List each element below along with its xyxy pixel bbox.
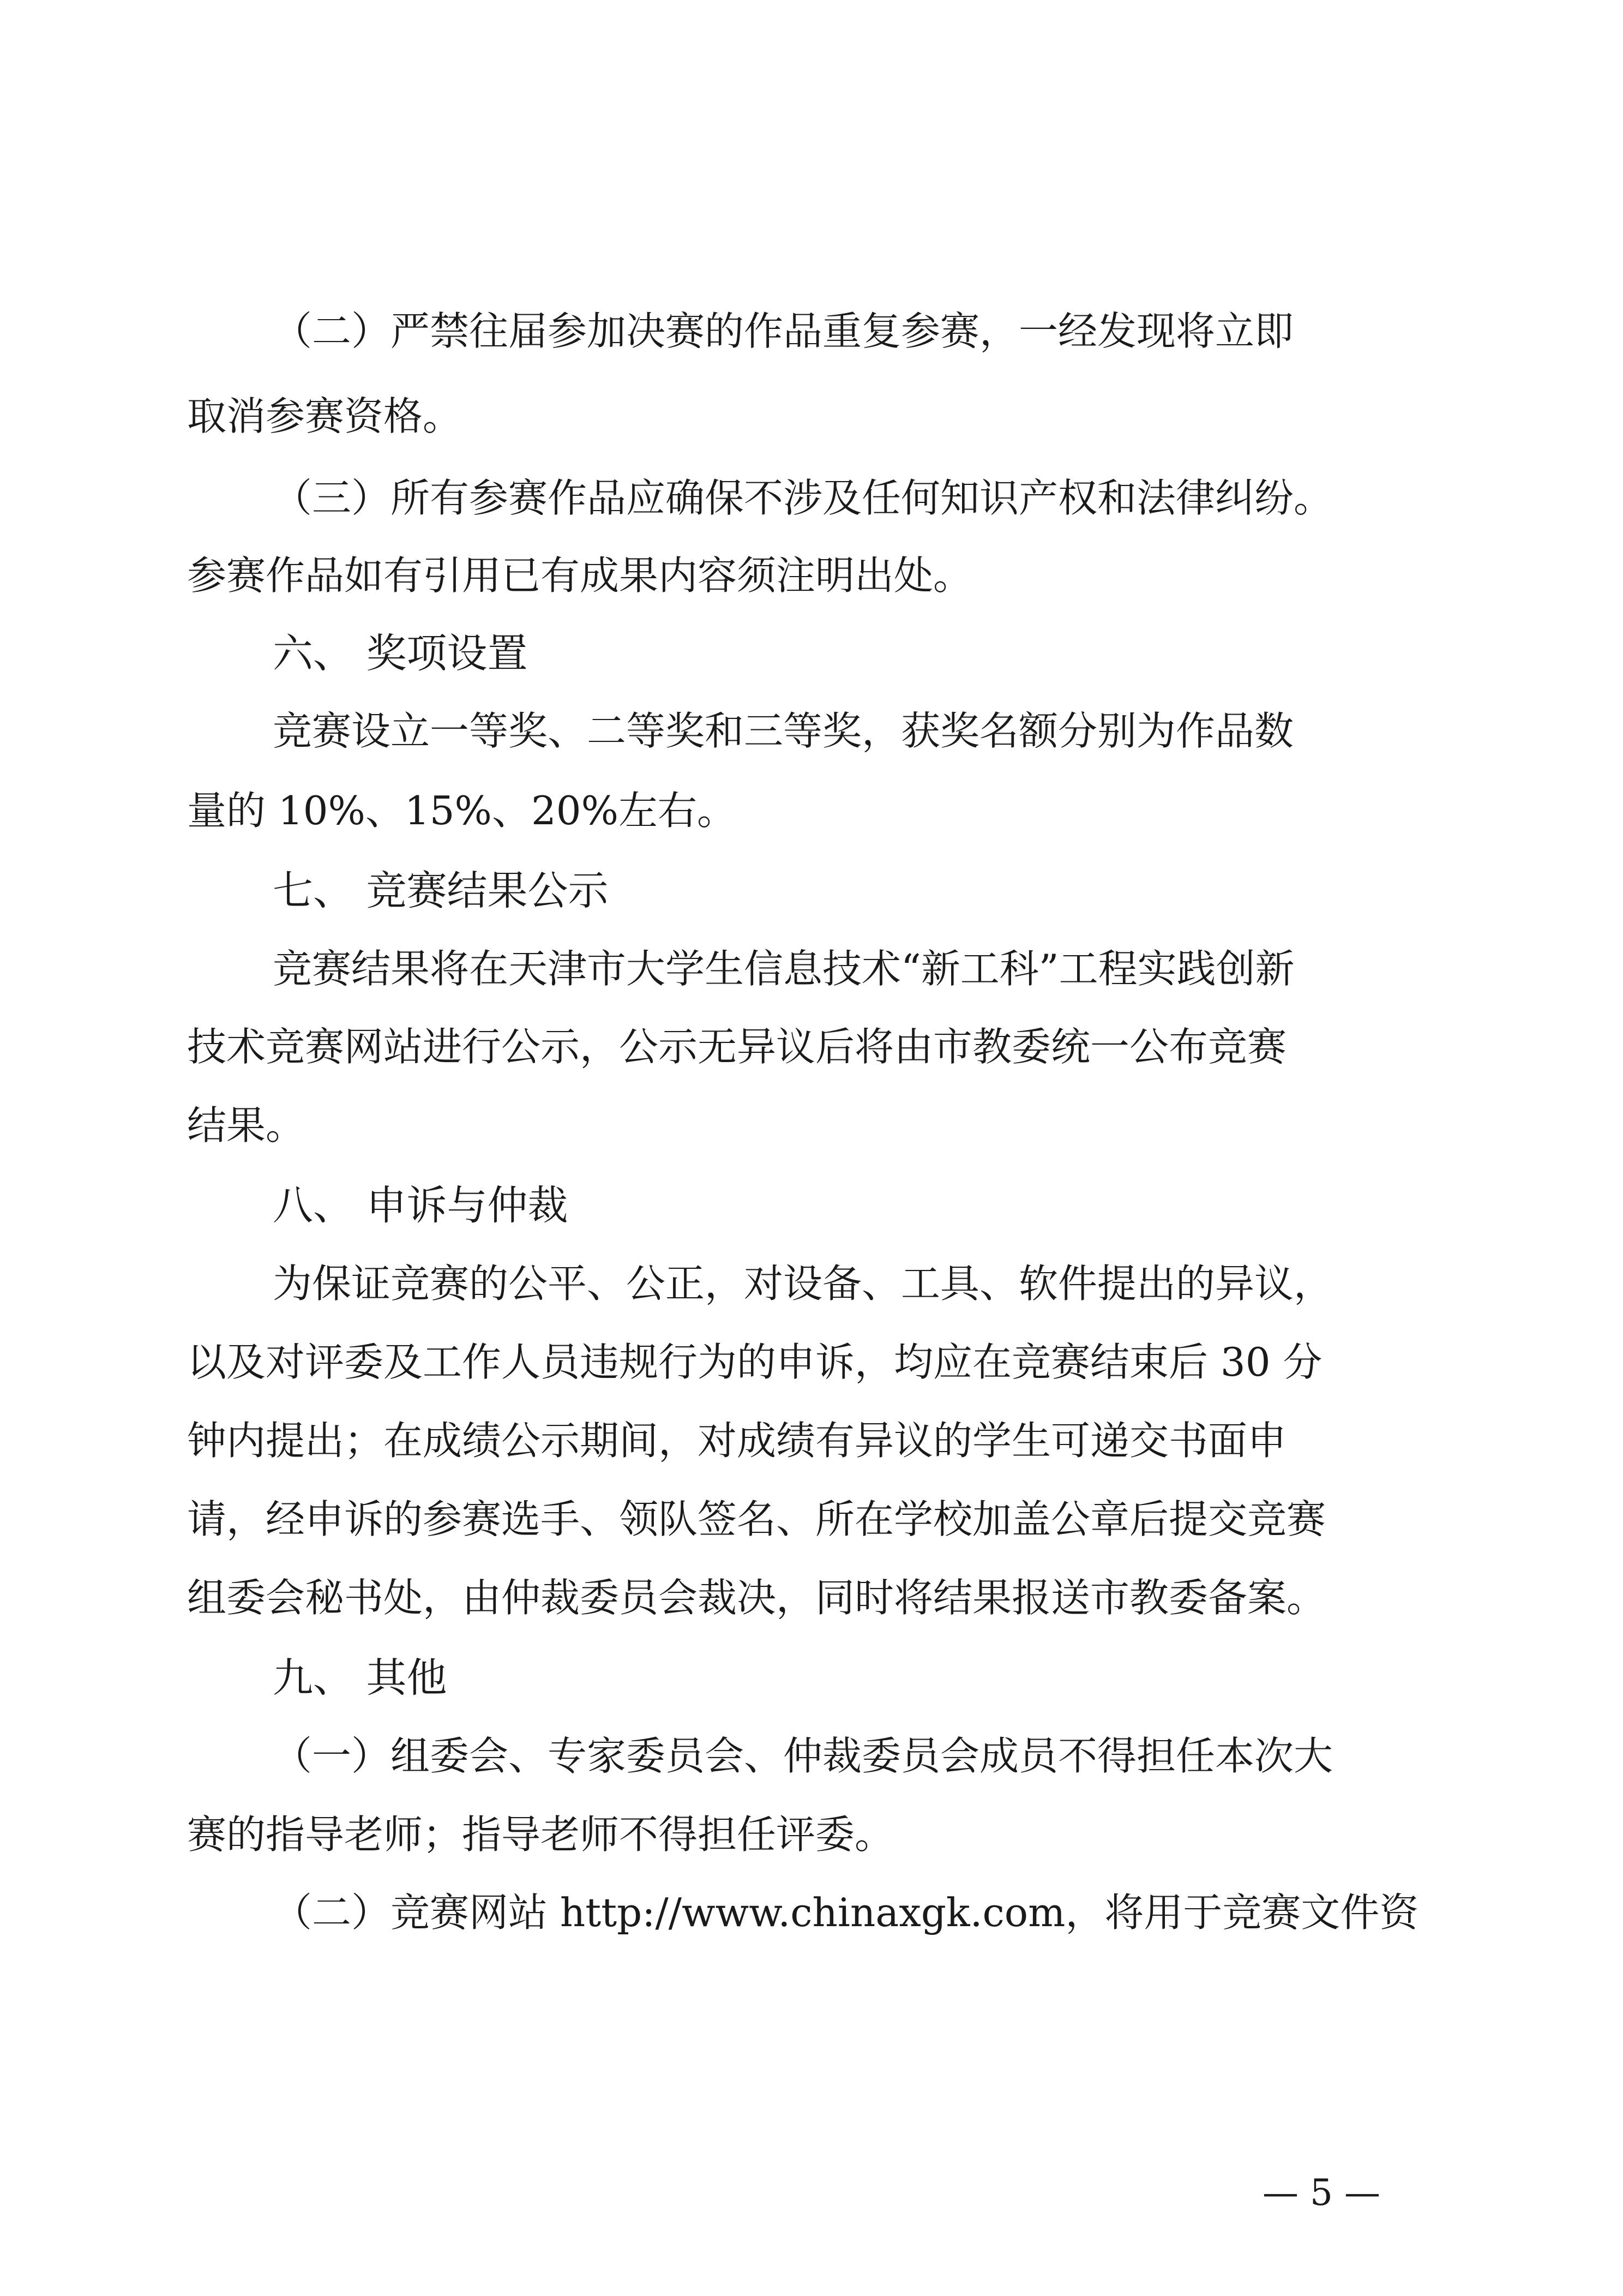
paragraph-line: 结果。: [187, 1102, 305, 1148]
paragraph-line: 组委会秘书处，由仲裁委员会裁决，同时将结果报送市教委备案。: [187, 1575, 1326, 1621]
section-heading: 八、 申诉与仲裁: [273, 1182, 568, 1229]
paragraph-line: 钟内提出；在成绩公示期间，对成绩有异议的学生可递交书面申: [187, 1418, 1287, 1464]
paragraph-line: 竞赛结果将在天津市大学生信息技术“新工科”工程实践创新: [273, 946, 1295, 992]
paragraph-line: （一）组委会、专家委员会、仲裁委员会成员不得担任本次大: [273, 1733, 1333, 1779]
paragraph-line: 参赛作品如有引用已有成果内容须注明出处。: [187, 553, 973, 598]
paragraph-line: （二）竞赛网站 http://www.chinaxgk.com，将用于竞赛文件资: [273, 1890, 1419, 1935]
paragraph-line: （三）所有参赛作品应确保不涉及任何知识产权和法律纠纷。: [273, 475, 1333, 521]
paragraph-line: 量的 10%、15%、20%左右。: [187, 788, 736, 834]
page-number: — 5 —: [1263, 2172, 1380, 2214]
section-heading: 七、 竞赛结果公示: [273, 867, 609, 914]
paragraph-line: （二）严禁往届参加决赛的作品重复参赛，一经发现将立即: [273, 308, 1294, 354]
paragraph-line: 竞赛设立一等奖、二等奖和三等奖，获奖名额分别为作品数: [273, 708, 1294, 754]
paragraph-line: 以及对评委及工作人员违规行为的申诉，均应在竞赛结束后 30 分: [187, 1339, 1323, 1385]
paragraph-line: 赛的指导老师；指导老师不得担任评委。: [187, 1812, 894, 1857]
paragraph-line: 取消参赛资格。: [187, 393, 462, 439]
section-heading: 九、 其他: [273, 1654, 447, 1701]
paragraph-line: 技术竞赛网站进行公示，公示无异议后将由市教委统一公布竞赛: [187, 1024, 1287, 1070]
paragraph-line: 请，经申诉的参赛选手、领队签名、所在学校加盖公章后提交竞赛: [187, 1496, 1326, 1542]
paragraph-line: 为保证竞赛的公平、公正，对设备、工具、软件提出的异议，: [273, 1261, 1333, 1306]
section-heading: 六、 奖项设置: [273, 630, 528, 677]
